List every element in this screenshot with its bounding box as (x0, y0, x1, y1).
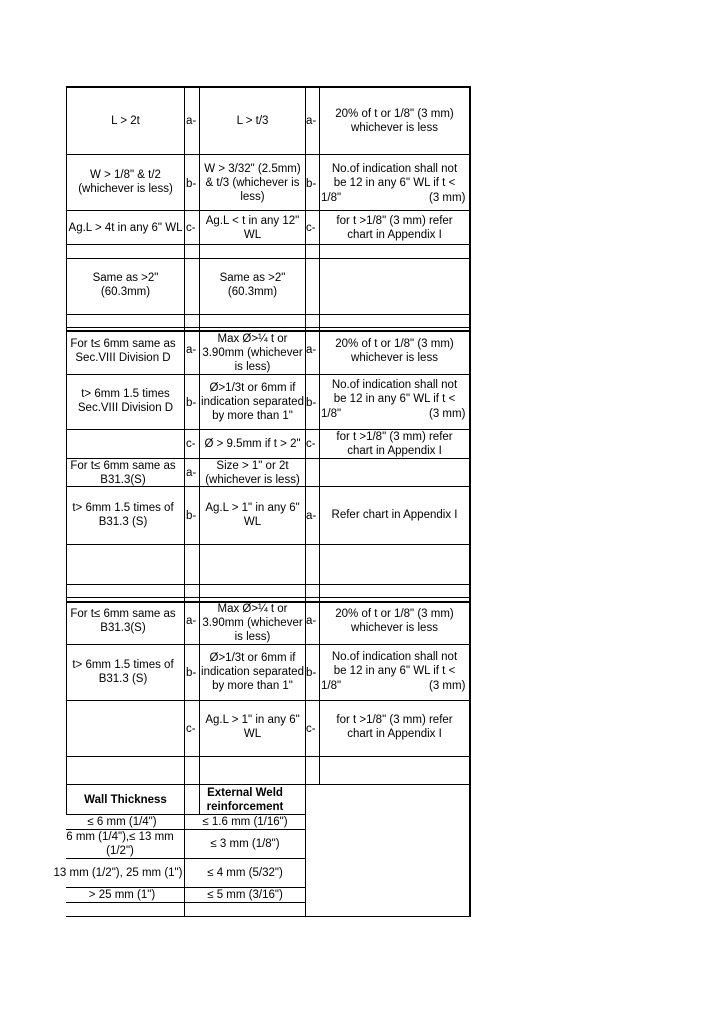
reinforcement-value-cell: ≤ 4 mm (5/32") (207, 867, 283, 879)
item-label: b- (186, 667, 197, 679)
cell-thickness-rule: For t≤ 6mm same as B31.3(S) (70, 608, 176, 634)
item-label: c- (186, 723, 196, 735)
item-label: b- (186, 397, 197, 409)
item-label: c- (186, 222, 196, 234)
cell-acceptance: Refer chart in Appendix I (331, 509, 458, 521)
cell-porosity-spacing: Ø>1/3t or 6mm if indication separated by more than 1" (201, 652, 304, 692)
cell-width-criterion: W > 1/8" & t/2 (whichever is less) (78, 169, 173, 195)
item-label: b- (306, 178, 317, 190)
reinforcement-thickness-cell: 6 mm (1/4"),≤ 13 mm (1/2") (66, 831, 174, 857)
cell-acceptance: 20% of t or 1/8" (3 mm) whichever is less (335, 338, 454, 364)
cell-size-limit: Size > 1" or 2t (whichever is less) (205, 459, 300, 486)
cell-same-as: Same as >2" (60.3mm) (92, 272, 159, 298)
item-label: a- (306, 510, 317, 522)
row-line (66, 597, 471, 598)
cell-acceptance: 20% of t or 1/8" (3 mm) whichever is less (335, 608, 454, 634)
cell-thickness-rule: For t≤ 6mm same as B31.3(S) (70, 459, 176, 486)
cell-acceptance: for t >1/8" (3 mm) refer chart in Appendix I (336, 714, 453, 740)
cell-thickness-rule: t> 6mm 1.5 times Sec.VIII Division D (77, 388, 174, 414)
item-label: c- (306, 222, 316, 234)
item-label: b- (186, 510, 197, 522)
cell-porosity-spacing: Ø>1/3t or 6mm if indication separated by more than 1" (201, 381, 304, 422)
row-line (66, 314, 471, 315)
row-line (66, 258, 471, 259)
header-weld-reinforcement: External Weld reinforcement (206, 787, 284, 813)
item-label: c- (306, 438, 316, 450)
cell-acceptance-unit: (3 mm) (429, 192, 466, 204)
row-line (66, 700, 471, 701)
cell-acceptance: No.of indication shall not be 12 in any 6" WL if t < (331, 379, 458, 405)
header-wall-thickness: Wall Thickness (84, 794, 167, 806)
item-label: a- (306, 344, 317, 356)
item-label: c- (306, 723, 316, 735)
cell-porosity-limit: Ø > 9.5mm if t > 2" (204, 438, 301, 450)
cell-width-criterion: W > 3/32" (2.5mm) & t/3 (whichever is less) (204, 163, 301, 203)
row-line (66, 756, 471, 757)
cell-acceptance: for t >1/8" (3 mm) refer chart in Appendix I (336, 214, 453, 241)
reinforcement-thickness-cell: ≤ 6 mm (1/4") (87, 816, 157, 828)
row-line (66, 244, 471, 245)
cell-length-criterion: L > 2t (111, 115, 140, 127)
row-line (66, 327, 471, 328)
cell-porosity-size: Max Ø>¼ t or 3.90mm (whichever is less) (202, 603, 303, 643)
cell-acceptance: 20% of t or 1/8" (3 mm) whichever is less (335, 108, 454, 134)
reinforcement-thickness-cell: > 25 mm (1") (88, 889, 156, 901)
cell-aggregate-length: Ag.L < t in any 12" WL (205, 214, 300, 241)
reinforcement-value-cell: ≤ 5 mm (3/16") (207, 889, 283, 901)
cell-acceptance-unit: (3 mm) (429, 680, 466, 692)
cell-thickness-rule: t> 6mm 1.5 times of B31.3 (S) (72, 502, 174, 528)
reinforcement-value-cell: ≤ 3 mm (1/8") (210, 838, 280, 850)
table-border (469, 86, 471, 917)
cell-length-criterion: L > t/3 (236, 115, 269, 127)
item-label: b- (306, 667, 317, 679)
cell-acceptance: for t >1/8" (3 mm) refer chart in Appendix I (336, 431, 453, 457)
row-line (66, 154, 471, 155)
cell-acceptance-unit: (3 mm) (429, 408, 466, 420)
cell-aggregate-length: Ag.L > 1" in any 6" WL (205, 502, 300, 528)
item-label: a- (306, 615, 317, 627)
cell-acceptance: No.of indication shall not be 12 in any 6" WL if t < (331, 163, 458, 189)
cell-acceptance-fraction: 1/8" (321, 192, 342, 204)
item-label: c- (186, 438, 196, 450)
row-line (66, 784, 471, 785)
cell-same-as: Same as >2" (60.3mm) (219, 272, 286, 298)
reinforcement-thickness-cell: 13 mm (1/2"), 25 mm (1") (53, 867, 183, 879)
item-label: a- (306, 115, 317, 127)
item-label: a- (186, 615, 197, 627)
row-line (66, 584, 471, 585)
row-line (66, 916, 471, 917)
cell-acceptance-fraction: 1/8" (321, 680, 342, 692)
row-line (66, 902, 306, 903)
cell-aggregate-length: Ag.L > 1" in any 6" WL (205, 714, 300, 740)
cell-acceptance-fraction: 1/8" (321, 408, 342, 420)
item-label: a- (186, 344, 197, 356)
cell-acceptance: No.of indication shall not be 12 in any 6" WL if t < (331, 651, 458, 677)
cell-aggregate-length: Ag.L > 4t in any 6" WL (68, 221, 183, 234)
item-label: a- (186, 115, 197, 127)
cell-thickness-rule: t> 6mm 1.5 times of B31.3 (S) (72, 659, 174, 685)
cell-porosity-size: Max Ø>¼ t or 3.90mm (whichever is less) (202, 332, 303, 373)
cell-thickness-rule: For t≤ 6mm same as Sec.VIII Division D (70, 338, 176, 364)
item-label: b- (306, 397, 317, 409)
item-label: b- (186, 178, 197, 190)
item-label: a- (186, 467, 197, 479)
row-line (66, 544, 471, 545)
reinforcement-value-cell: ≤ 1.6 mm (1/16") (202, 816, 288, 828)
